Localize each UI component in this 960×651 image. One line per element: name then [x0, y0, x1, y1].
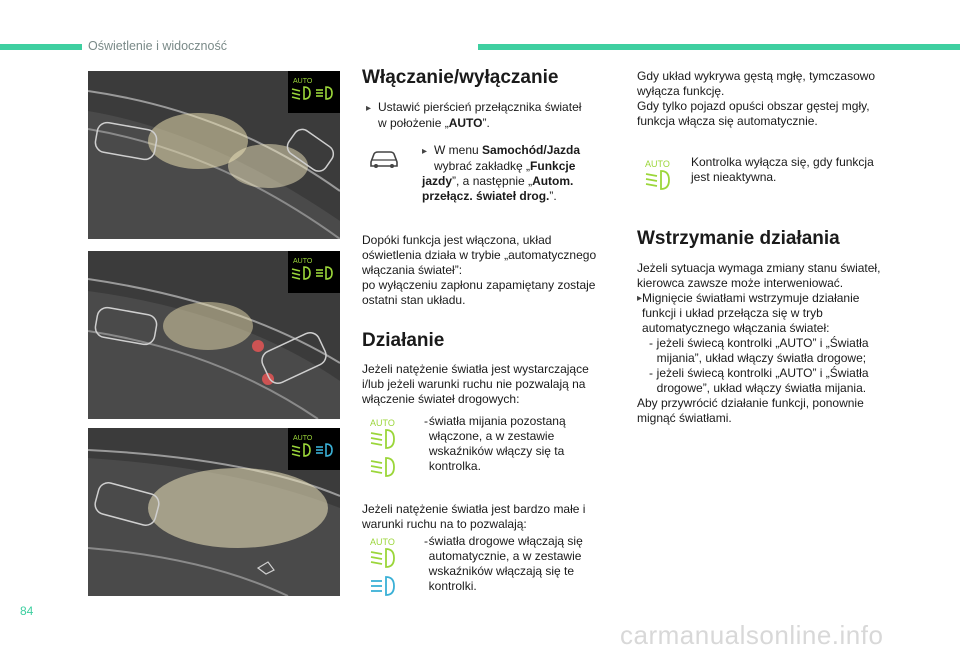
main-beam-icon [316, 87, 332, 99]
dipped-beam-icon [292, 267, 310, 279]
watermark: carmanualsonline.info [620, 620, 884, 650]
main-beam-icon [371, 577, 394, 595]
auto-lamp-icon [643, 157, 679, 196]
auto-label: AUTO [370, 418, 395, 428]
auto-label: AUTO [293, 78, 313, 85]
arrow-bullet-icon: ▸ [637, 293, 643, 304]
main-beam-icon [316, 267, 332, 279]
auto-label: AUTO [293, 435, 313, 442]
dipped-beam-icon [371, 458, 394, 476]
step-ring-switch: ▸ Ustawić pierścień przełącznika świateł w położenie „AUTO”. [366, 100, 582, 130]
dipped-beam-icon [292, 444, 310, 456]
auto-label: AUTO [370, 537, 395, 547]
auto-dipped-lamp-icons [368, 416, 404, 483]
heading-enable-disable: Włączanie/wyłączanie [362, 67, 559, 88]
dipped-beam-icon [371, 430, 394, 448]
illustration-main-beam [88, 428, 340, 596]
page-number: 84 [20, 604, 34, 618]
auto-label: AUTO [293, 258, 313, 265]
dash-dipped-beam: - światła mijania pozostaną włączone, a w zestawie wskaźników włączy się ta kontrolka. [424, 414, 566, 473]
step-menu-select: ▸ W menu Samochód/Jazda wybrać zakładkę „Funkcje jazdy”, a następnie „Autom. przełącz. świateł drog.”. [422, 143, 581, 203]
dipped-beam-icon [371, 549, 394, 567]
suspend-section: Jeżeli sytuacja wymaga zmiany stanu świateł, kierowca zawsze może interweniować. ▸ Mignięcie światłami wstrzymuje działanie funkcji i układ przełącza się w tryb automatycznego włączania świateł: - jeżeli świecą kontrolki „AUTO” i „Światła mijania”, układ włączy światła drogowe; - jeżeli świecą kontrolki „AUTO” i „Światła drogowe”, układ włączy światła mijania. Aby przywrócić działanie funkcji, ponownie mignąć światłami. [637, 261, 881, 425]
illustration-oncoming-vehicle [88, 251, 340, 419]
illustration-dipped-beam [88, 71, 340, 239]
auto-label: AUTO [645, 159, 670, 169]
paragraph-function-on: Dopóki funkcja jest włączona, układ oświetlenia działa w trybie „automatycznego włączania świateł”: po wyłączeniu zapłonu zapamiętany zostaje ostatni stan układu. [362, 233, 597, 307]
dashboard-lamps [288, 71, 340, 113]
heading-operation: Działanie [362, 330, 445, 351]
arrow-bullet-icon: ▸ [366, 103, 372, 114]
car-settings-icon [368, 146, 400, 175]
arrow-bullet-icon: ▸ [422, 146, 428, 157]
dipped-beam-icon [646, 171, 669, 189]
dashboard-lamps [288, 251, 340, 293]
paragraph-low-light: Jeżeli natężenie światła jest bardzo małe i warunki ruchu na to pozwalają: [362, 502, 586, 531]
dash-main-beam: - światła drogowe włączają się automatycznie, a w zestawie wskaźników włączają się te kontrolki. [424, 534, 583, 593]
heading-suspend: Wstrzymanie działania [637, 228, 840, 249]
dashboard-lamps [288, 428, 340, 470]
header-accent-bar-left [0, 44, 82, 50]
main-beam-icon [316, 444, 332, 456]
note-lamp-off: Kontrolka wyłącza się, gdy funkcja jest nieaktywna. [691, 155, 874, 184]
auto-main-lamp-icons [368, 535, 404, 602]
section-title: Oświetlenie i widoczność [88, 39, 227, 53]
dipped-beam-icon [292, 87, 310, 99]
paragraph-fog: Gdy układ wykrywa gęstą mgłę, tymczasowo wyłącza funkcję. Gdy tylko pojazd opuści obszar gęstej mgły, funkcja włącza się automatycznie. [637, 69, 876, 128]
header-accent-bar [478, 44, 960, 50]
paragraph-sufficient-light: Jeżeli natężenie światła jest wystarczające i/lub jeżeli warunki ruchu nie pozwalają na włączenie świateł drogowych: [362, 362, 589, 406]
